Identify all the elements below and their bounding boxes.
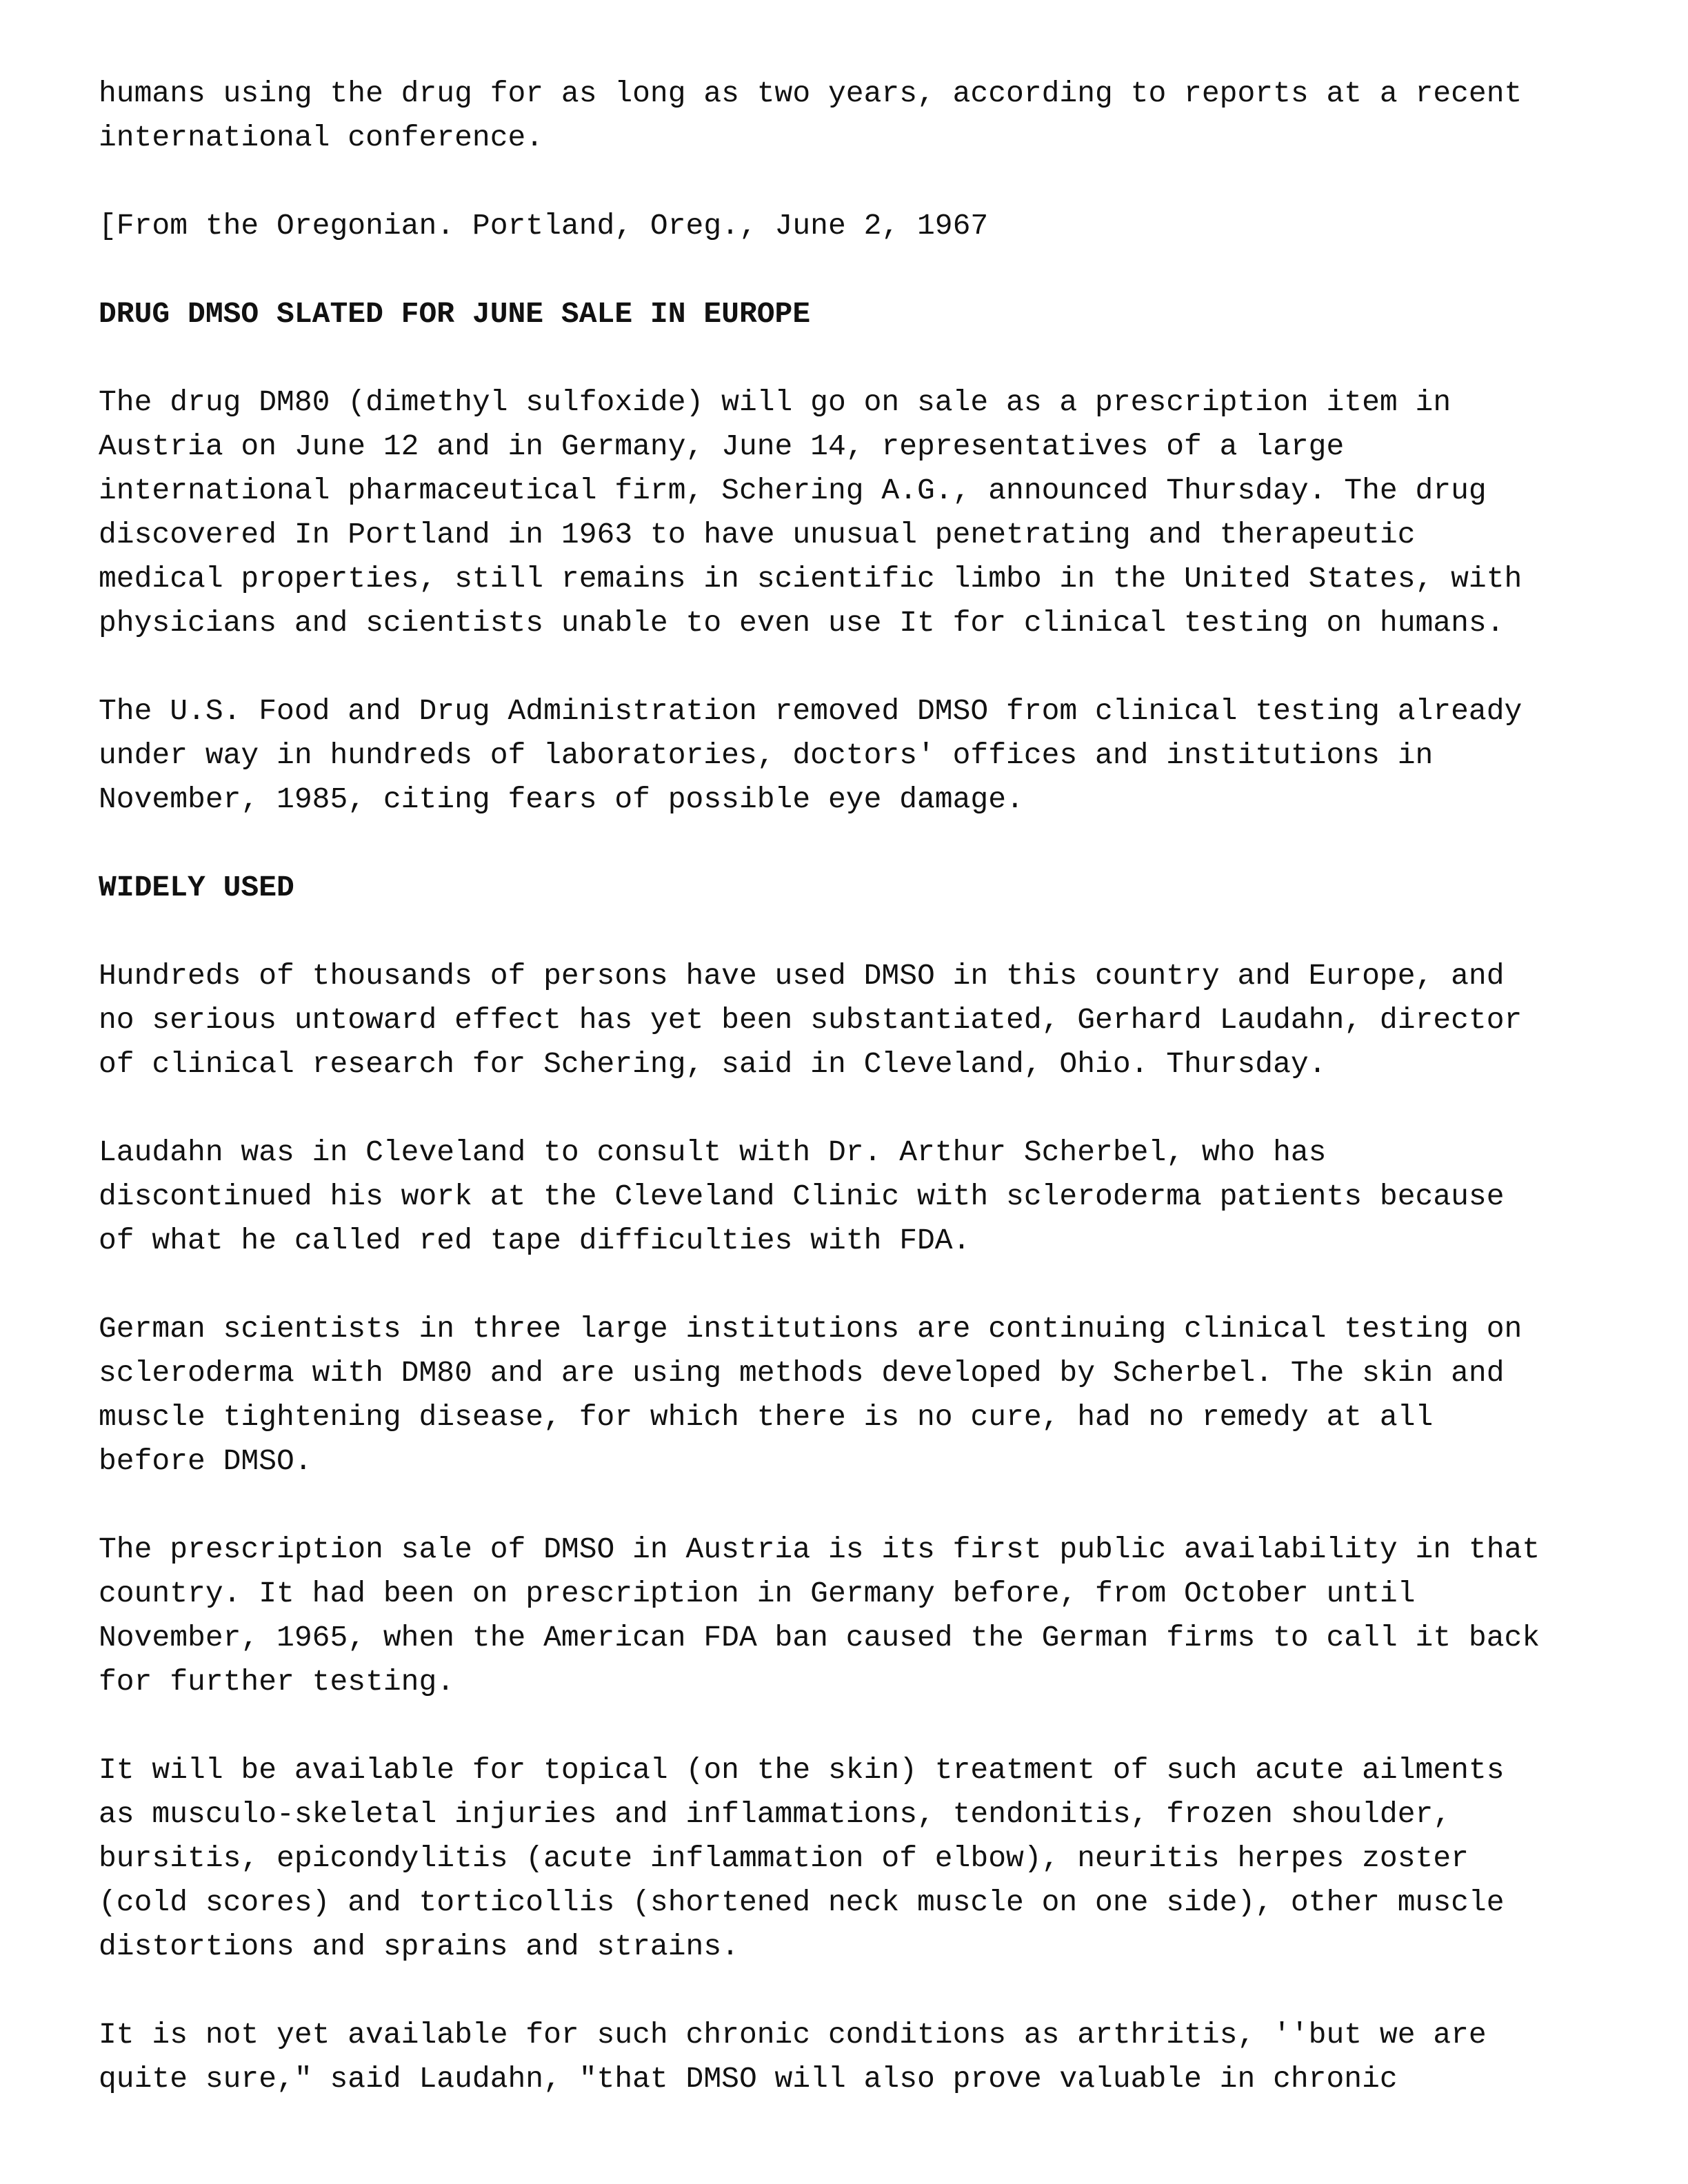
body-paragraph: [99, 1528, 1643, 1704]
text-line: Austria on June 12 and in Germany, June 14, representatives of a large: [99, 429, 1345, 463]
section-heading: [99, 292, 1643, 336]
text-line: of what he called red tape difficulties with FDA.: [99, 1224, 971, 1257]
text-line: physicians and scientists unable to even use It for clinical testing on humans.: [99, 606, 1505, 640]
text-line: German scientists in three large institutions are continuing clinical testing on: [99, 1312, 1523, 1346]
text-line: The prescription sale of DMSO in Austria is its first public availability in that: [99, 1533, 1540, 1566]
text-line: scleroderma with DM80 and are using methods developed by Scherbel. The skin and: [99, 1356, 1505, 1390]
section-heading: [99, 866, 1643, 910]
text-line: The drug DM80 (dimethyl sulfoxide) will go on sale as a prescription item in: [99, 385, 1451, 419]
text-line: It is not yet available for such chronic conditions as arthritis, ''but we are: [99, 2018, 1487, 2052]
text-line: bursitis, epicondylitis (acute inflammation of elbow), neuritis herpes zoster: [99, 1841, 1469, 1875]
text-line: quite sure," said Laudahn, "that DMSO will also prove valuable in chronic: [99, 2062, 1398, 2096]
text-line: distortions and sprains and strains.: [99, 1930, 739, 1963]
text-line: medical properties, still remains in scientific limbo in the United States, with: [99, 562, 1523, 596]
text-line: no serious untoward effect has yet been substantiated, Gerhard Laudahn, director: [99, 1003, 1523, 1037]
text-line: discontinued his work at the Cleveland Clinic with scleroderma patients because: [99, 1180, 1505, 1213]
text-line: [From the Oregonian. Portland, Oreg., June 2, 1967: [99, 209, 989, 243]
body-paragraph: [99, 1307, 1643, 1484]
text-line: country. It had been on prescription in Germany before, from October until: [99, 1577, 1416, 1610]
body-paragraph: [99, 2013, 1643, 2101]
text-line: November, 1985, citing fears of possible eye damage.: [99, 782, 1024, 816]
text-line: under way in hundreds of laboratories, doctors' offices and institutions in: [99, 738, 1434, 772]
body-paragraph: [99, 72, 1643, 160]
text-line: discovered In Portland in 1963 to have unusual penetrating and therapeutic: [99, 518, 1416, 552]
text-line: for further testing.: [99, 1665, 455, 1699]
text-line: as musculo-skeletal injuries and inflammations, tendonitis, frozen shoulder,: [99, 1797, 1451, 1831]
text-line: muscle tightening disease, for which there is no cure, had no remedy at all: [99, 1400, 1434, 1434]
text-line: The U.S. Food and Drug Administration removed DMSO from clinical testing already: [99, 694, 1523, 728]
text-line: (cold scores) and torticollis (shortened neck muscle on one side), other muscle: [99, 1885, 1505, 1919]
text-line: humans using the drug for as long as two years, according to reports at a recent: [99, 77, 1523, 110]
source-citation: [99, 204, 1643, 248]
text-line: November, 1965, when the American FDA ban caused the German firms to call it back: [99, 1621, 1540, 1655]
body-paragraph: [99, 954, 1643, 1086]
text-line: Laudahn was in Cleveland to consult with Dr. Arthur Scherbel, who has: [99, 1135, 1327, 1169]
text-line: of clinical research for Schering, said in Cleveland, Ohio. Thursday.: [99, 1047, 1327, 1081]
body-paragraph: [99, 689, 1643, 822]
body-paragraph: [99, 381, 1643, 645]
text-line: WIDELY USED: [99, 871, 294, 904]
body-paragraph: [99, 1748, 1643, 1969]
text-line: DRUG DMSO SLATED FOR JUNE SALE IN EUROPE: [99, 297, 811, 331]
body-paragraph: [99, 1131, 1643, 1263]
text-line: international conference.: [99, 121, 544, 154]
text-line: It will be available for topical (on the skin) treatment of such acute ailments: [99, 1753, 1505, 1787]
text-line: Hundreds of thousands of persons have used DMSO in this country and Europe, and: [99, 959, 1505, 993]
text-line: before DMSO.: [99, 1444, 312, 1478]
text-line: international pharmaceutical firm, Schering A.G., announced Thursday. The drug: [99, 474, 1487, 507]
document-page: [99, 72, 1643, 2145]
